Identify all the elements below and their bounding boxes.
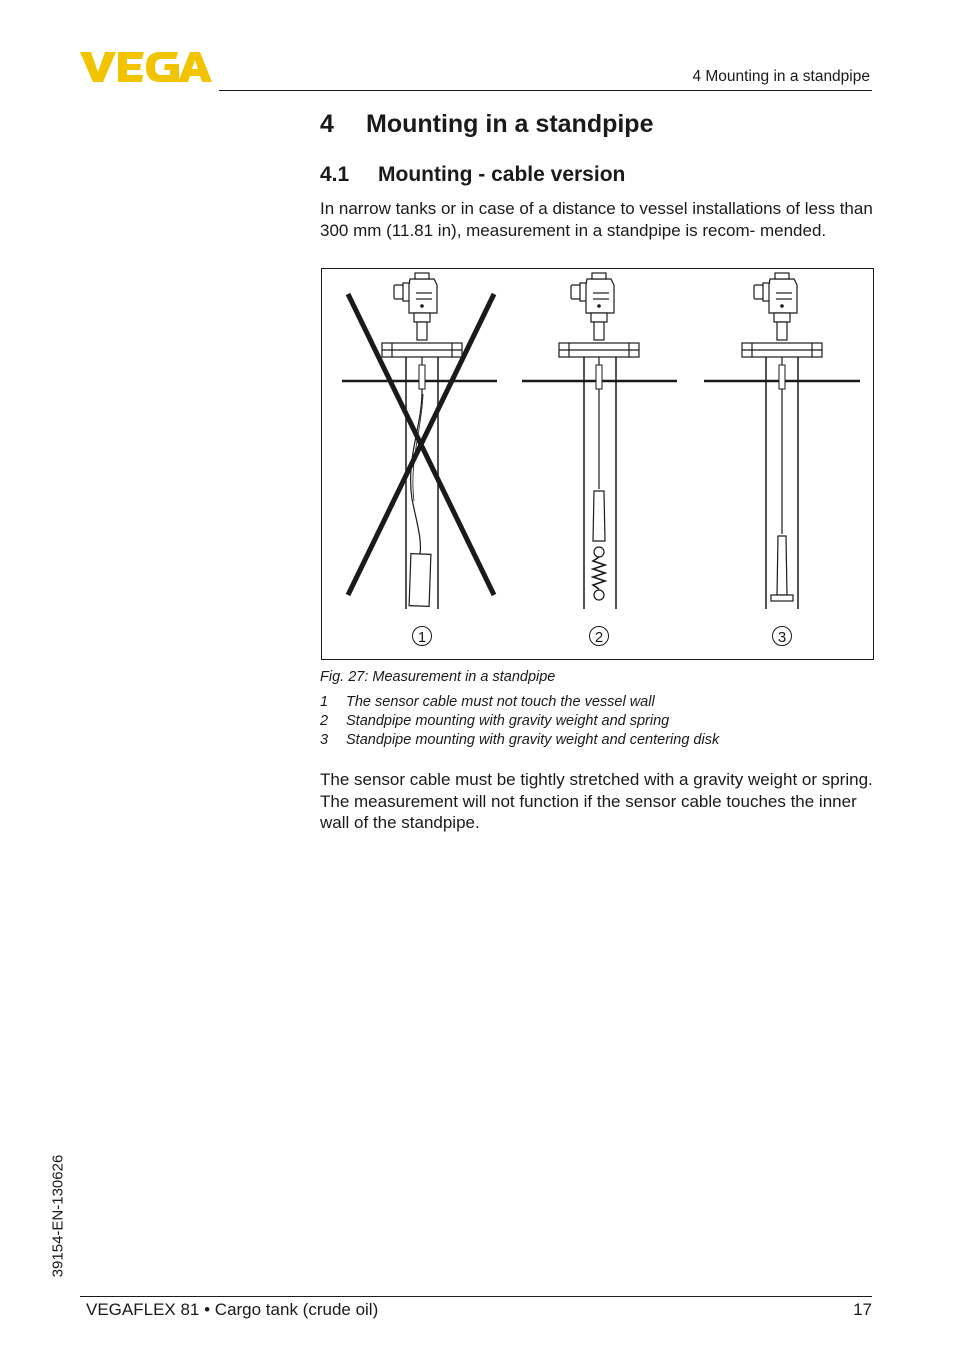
legend-number: 2 (320, 713, 329, 729)
figure-drawing (322, 269, 875, 661)
legend-text: Standpipe mounting with gravity weight and spring (346, 713, 670, 729)
chapter-title: Mounting in a standpipe (366, 110, 654, 138)
page-number: 17 (853, 1300, 872, 1319)
vega-logo (80, 50, 212, 84)
legend-item (320, 694, 655, 710)
section-number: 4.1 (320, 163, 350, 186)
legend-item (320, 713, 669, 729)
sensor-1-drawing (342, 273, 497, 609)
marker-1 (413, 627, 432, 647)
figure-caption: Fig. 27: Measurement in a standpipe (320, 669, 556, 685)
sensor-2-drawing (522, 273, 677, 609)
legend-item (320, 732, 719, 748)
running-head: 4 Mounting in a standpipe (692, 68, 870, 85)
marker-2 (590, 627, 609, 647)
legend-number: 3 (320, 732, 329, 748)
legend-number: 1 (320, 694, 329, 710)
chapter-number: 4 (320, 110, 334, 138)
svg-text:1: 1 (417, 629, 427, 646)
figure-standpipe (321, 268, 874, 660)
legend-text: Standpipe mounting with gravity weight and centering disk (346, 732, 720, 748)
intro-paragraph: In narrow tanks or in case of a distance to vessel installations of less than 300 mm (11.81 in), measurement in a standpipe is recom- mended. (320, 199, 873, 240)
body-paragraph: The sensor cable must be tightly stretched with a gravity weight or spring. The measurement will not function if the sensor cable touches the inner wall of the standpipe. (320, 770, 873, 832)
chapter-heading (320, 110, 653, 139)
header-rule (219, 90, 872, 91)
document-code-text: 39154-EN-130626 (49, 1154, 67, 1278)
svg-text:3: 3 (777, 629, 787, 646)
footer-rule (80, 1296, 872, 1297)
sensor-3-drawing (704, 273, 860, 609)
document-code (46, 1142, 70, 1290)
svg-text:2: 2 (594, 629, 604, 646)
footer-title: VEGAFLEX 81 • Cargo tank (crude oil) (86, 1300, 379, 1319)
legend-text: The sensor cable must not touch the vessel wall (346, 694, 655, 710)
section-title: Mounting - cable version (378, 163, 626, 186)
section-heading (320, 163, 625, 187)
marker-3 (773, 627, 792, 647)
